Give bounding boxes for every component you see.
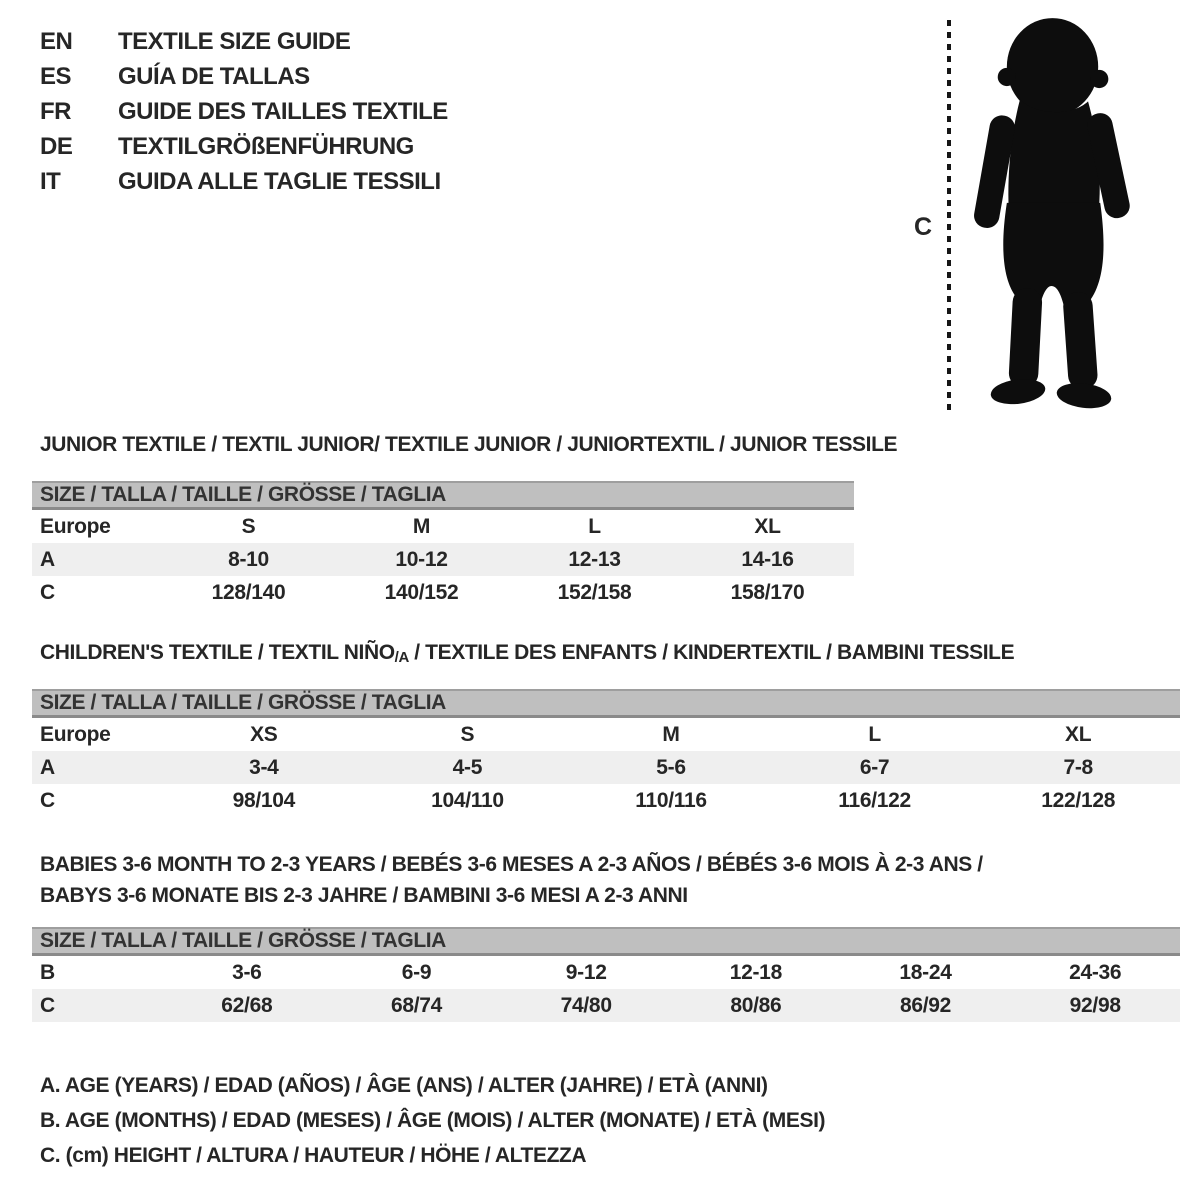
language-code: EN	[40, 27, 73, 55]
legend-line: C. (cm) HEIGHT / ALTURA / HAUTEUR / HÖHE / ALTEZZA	[40, 1144, 587, 1167]
language-row	[40, 164, 448, 199]
table-row-age	[32, 543, 854, 576]
row-label: C	[40, 580, 55, 604]
table-cell: M	[412, 514, 431, 538]
babies-size-table	[32, 927, 1180, 1022]
children-title-part1: CHILDREN'S TEXTILE / TEXTIL NIÑO	[40, 641, 395, 664]
row-label: Europe	[40, 514, 111, 538]
height-measure-label: C	[914, 213, 933, 241]
table-cell: 122/128	[1041, 788, 1116, 812]
guide-title-text: TEXTILGRÖßENFÜHRUNG	[118, 132, 414, 160]
table-cell: 3-4	[249, 755, 279, 779]
table-row-europe	[32, 718, 1180, 751]
table-cell: 9-12	[565, 960, 607, 984]
table-row-age	[32, 751, 1180, 784]
table-cell: S	[460, 722, 475, 746]
row-label: B	[40, 960, 55, 984]
junior-section-title: JUNIOR TEXTILE / TEXTIL JUNIOR/ TEXTILE JUNIOR / JUNIORTEXTIL / JUNIOR TESSILE	[40, 433, 898, 456]
table-cell: 3-6	[232, 960, 262, 984]
size-header-bar: SIZE / TALLA / TAILLE / GRÖSSE / TAGLIA	[32, 927, 1180, 956]
language-row	[40, 24, 448, 59]
language-row	[40, 129, 448, 164]
children-title-part2: / TEXTILE DES ENFANTS / KINDERTEXTIL / BAMBINI TESSILE	[408, 641, 1015, 664]
table-cell: 18-24	[899, 960, 952, 984]
guide-title-text: GUÍA DE TALLAS	[118, 62, 310, 90]
table-row-age-months	[32, 956, 1180, 989]
table-cell: 80/86	[730, 993, 782, 1017]
table-cell: 6-7	[859, 755, 890, 779]
table-cell: 128/140	[211, 580, 286, 604]
table-cell: L	[868, 722, 881, 746]
table-cell: 110/116	[635, 788, 707, 812]
table-cell: 24-36	[1069, 960, 1122, 984]
legend-line: A. AGE (YEARS) / EDAD (AÑOS) / ÂGE (ANS) / ALTER (JAHRE) / ETÀ (ANNI)	[40, 1074, 768, 1097]
row-label: A	[40, 755, 55, 779]
table-row-europe	[32, 510, 854, 543]
junior-size-table	[32, 481, 854, 609]
table-cell: L	[588, 514, 601, 538]
guide-title-text: TEXTILE SIZE GUIDE	[118, 27, 351, 55]
children-section-title	[40, 641, 1014, 666]
language-code: FR	[40, 97, 71, 125]
table-row-height	[32, 784, 1180, 817]
legend-line: B. AGE (MONTHS) / EDAD (MESES) / ÂGE (MOIS) / ALTER (MONATE) / ETÀ (MESI)	[40, 1109, 826, 1132]
row-label: C	[40, 993, 55, 1017]
language-title-list	[40, 24, 448, 199]
table-cell: 98/104	[232, 788, 296, 812]
language-code: DE	[40, 132, 73, 160]
size-header-bar: SIZE / TALLA / TAILLE / GRÖSSE / TAGLIA	[32, 481, 854, 510]
table-cell: XL	[754, 514, 781, 538]
language-row	[40, 59, 448, 94]
table-cell: S	[241, 514, 256, 538]
table-cell: 5-6	[656, 755, 686, 779]
table-cell: XL	[1065, 722, 1092, 746]
children-title-sub: /A	[394, 649, 409, 666]
table-cell: 68/74	[390, 993, 443, 1017]
table-cell: 152/158	[557, 580, 632, 604]
table-row-height	[32, 576, 854, 609]
table-cell: 62/68	[221, 993, 273, 1017]
row-label: C	[40, 788, 55, 812]
babies-title-line1: BABIES 3-6 MONTH TO 2-3 YEARS / BEBÉS 3-6 MESES A 2-3 AÑOS / BÉBÉS 3-6 MOIS À 2-3 ANS /	[40, 853, 983, 876]
table-cell: 104/110	[431, 788, 504, 812]
table-cell: 140/152	[384, 580, 459, 604]
row-label: A	[40, 547, 55, 571]
babies-title-line2: BABYS 3-6 MONATE BIS 2-3 JAHRE / BAMBINI 3-6 MESI A 2-3 ANNI	[40, 884, 688, 907]
table-cell: 12-18	[729, 960, 782, 984]
table-cell: 6-9	[401, 960, 432, 984]
children-size-table	[32, 689, 1180, 817]
table-cell: 10-12	[395, 547, 448, 571]
table-cell: 86/92	[899, 993, 952, 1017]
language-row	[40, 94, 448, 129]
table-row-height	[32, 989, 1180, 1022]
row-label: Europe	[40, 722, 111, 746]
table-cell: 158/170	[730, 580, 805, 604]
measure-legend	[40, 1068, 825, 1173]
babies-section-title	[40, 849, 983, 911]
language-code: IT	[40, 167, 61, 195]
table-cell: XS	[250, 722, 278, 746]
table-cell: 116/122	[838, 788, 911, 812]
table-cell: 12-13	[568, 547, 621, 571]
table-cell: 4-5	[452, 755, 483, 779]
guide-title-text: GUIDA ALLE TAGLIE TESSILI	[118, 167, 441, 195]
table-cell: 7-8	[1063, 755, 1093, 779]
table-cell: 14-16	[741, 547, 794, 571]
size-header-bar: SIZE / TALLA / TAILLE / GRÖSSE / TAGLIA	[32, 689, 1180, 718]
table-cell: 92/98	[1069, 993, 1121, 1017]
toddler-silhouette-icon	[961, 12, 1141, 423]
table-cell: M	[662, 722, 680, 746]
language-code: ES	[40, 62, 72, 90]
table-cell: 8-10	[228, 547, 269, 571]
table-cell: 74/80	[560, 993, 612, 1017]
guide-title-text: GUIDE DES TAILLES TEXTILE	[118, 97, 448, 125]
height-measure-dashed-line	[947, 20, 951, 416]
